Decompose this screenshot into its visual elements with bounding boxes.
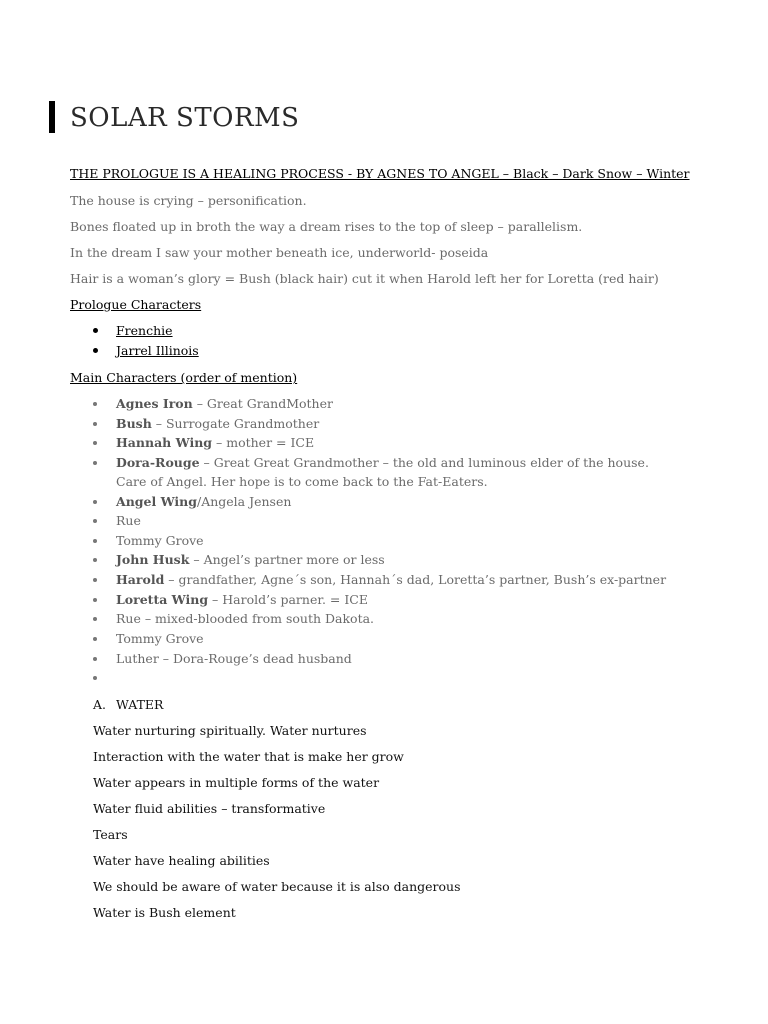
note-line: In the dream I saw your mother beneath ice, underworld- poseida [70, 245, 489, 260]
character-list-item [116, 651, 352, 667]
water-line: Water nurturing spiritually. Water nurtures [93, 723, 367, 738]
bullet-icon [93, 519, 97, 523]
character-list-item [116, 552, 385, 568]
character-description: Rue [116, 513, 141, 528]
character-list-item [116, 494, 291, 510]
bullet-icon [93, 328, 98, 333]
bullet-icon [93, 500, 97, 504]
note-line: Hair is a woman’s glory = Bush (black hair) cut it when Harold left her for Loretta (red hair) [70, 271, 659, 286]
bullet-icon [93, 402, 97, 406]
water-line: We should be aware of water because it is also dangerous [93, 879, 461, 894]
prologue-characters-heading: Prologue Characters [70, 297, 202, 312]
water-line: Water fluid abilities – transformative [93, 801, 326, 816]
bullet-icon [93, 617, 97, 621]
bullet-icon [93, 461, 97, 465]
note-line: The house is crying – personification. [70, 193, 307, 208]
character-list-item [116, 435, 314, 451]
character-name: Loretta Wing [116, 592, 209, 607]
bullet-icon [93, 441, 97, 445]
character-name: Agnes Iron [116, 396, 193, 411]
bullet-icon [93, 637, 97, 641]
character-list-item [116, 396, 333, 412]
character-list-item [116, 416, 319, 432]
section-title: WATER [116, 697, 164, 712]
character-name: John Husk [116, 552, 190, 567]
character-description: – Great GrandMother [192, 396, 333, 411]
character-list-item [116, 453, 676, 491]
main-characters-heading: Main Characters (order of mention) [70, 370, 298, 385]
water-line: Water is Bush element [93, 905, 236, 920]
character-description: – Angel’s partner more or less [189, 552, 385, 567]
water-line: Tears [93, 827, 128, 842]
bullet-icon [93, 558, 97, 562]
water-line: Water have healing abilities [93, 853, 270, 868]
list-item: Frenchie [116, 323, 173, 338]
bullet-icon [93, 422, 97, 426]
character-list-item [116, 513, 141, 529]
character-name: Bush [116, 416, 152, 431]
character-description: – grandfather, Agne´s son, Hannah´s dad, Loretta’s partner, Bush’s ex-partner [164, 572, 667, 587]
prologue-heading: THE PROLOGUE IS A HEALING PROCESS - BY AGNES TO ANGEL – Black – Dark Snow – Winter [70, 166, 690, 181]
character-description: – Harold’s parner. = ICE [208, 592, 368, 607]
character-description: – Surrogate Grandmother [151, 416, 320, 431]
character-name: Hannah Wing [116, 435, 213, 450]
character-name: Harold [116, 572, 165, 587]
character-list-item [116, 533, 204, 549]
bullet-icon [93, 539, 97, 543]
character-description: /Angela Jensen [196, 494, 292, 509]
title-accent-bar [49, 101, 55, 133]
character-list-item [116, 611, 374, 627]
bullet-icon [93, 676, 97, 680]
bullet-icon [93, 598, 97, 602]
note-line: Bones floated up in broth the way a dream rises to the top of sleep – parallelism. [70, 219, 583, 234]
water-line: Interaction with the water that is make her grow [93, 749, 404, 764]
water-section-heading [93, 697, 163, 712]
list-item: Jarrel Illinois [116, 343, 199, 358]
character-description: – Great Great Grandmother – the old and luminous elder of the house. Care of Angel. Her hope is to come back to the Fat-Eaters. [116, 455, 649, 489]
bullet-icon [93, 578, 97, 582]
character-description: Tommy Grove [116, 533, 204, 548]
section-letter: A. [93, 697, 107, 712]
bullet-icon [93, 348, 98, 353]
character-description: Luther – Dora-Rouge’s dead husband [116, 651, 352, 666]
bullet-icon [93, 657, 97, 661]
character-description: Tommy Grove [116, 631, 204, 646]
character-description: – mother = ICE [212, 435, 315, 450]
character-list-item [116, 592, 368, 608]
character-description: Rue – mixed-blooded from south Dakota. [116, 611, 375, 626]
character-name: Angel Wing [116, 494, 197, 509]
character-name: Dora-Rouge [116, 455, 200, 470]
character-list-item [116, 572, 666, 588]
water-line: Water appears in multiple forms of the water [93, 775, 380, 790]
character-list-item [116, 631, 204, 647]
page-title: SOLAR STORMS [70, 103, 300, 133]
